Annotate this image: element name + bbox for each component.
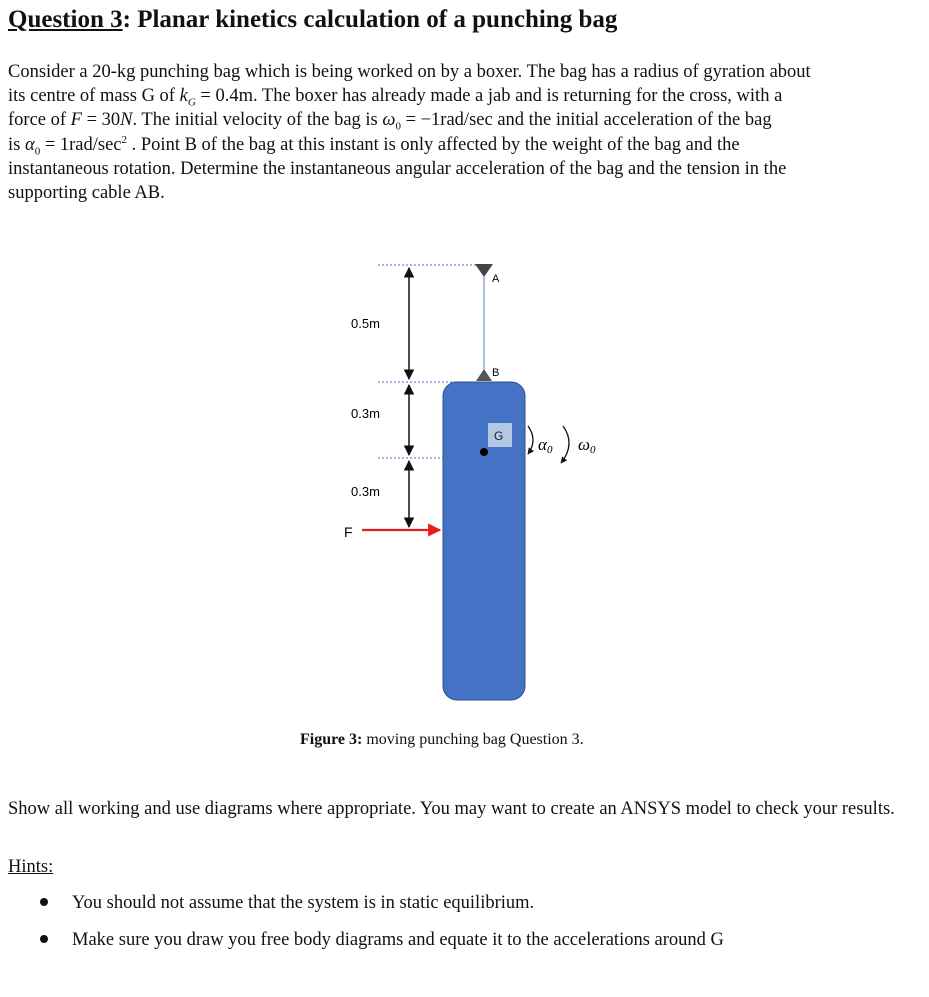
label-b: B bbox=[492, 367, 500, 379]
statement-text: = −1rad/sec and the initial acceleration of the bag bbox=[400, 110, 772, 131]
symbol-N: N bbox=[120, 110, 133, 131]
symbol-alpha-subscript: 0 bbox=[34, 145, 41, 158]
dim-label-mid: 0.3m bbox=[351, 406, 380, 421]
question-number: Question 3 bbox=[8, 6, 123, 33]
bullet-icon bbox=[40, 898, 48, 906]
dim-label-bottom: 0.3m bbox=[351, 484, 380, 499]
punching-bag bbox=[443, 382, 525, 700]
hint-item bbox=[40, 893, 534, 914]
symbol-omega-subscript: 0 bbox=[395, 121, 401, 134]
dim-label-top: 0.5m bbox=[351, 316, 380, 331]
alpha-arc-icon bbox=[528, 426, 533, 454]
alpha-symbol: α0 bbox=[538, 435, 553, 456]
pin-a-icon bbox=[475, 264, 493, 277]
label-g: G bbox=[494, 429, 504, 443]
hints-label: Hints: bbox=[8, 857, 54, 877]
caption-bold: Figure 3: bbox=[300, 731, 363, 748]
statement-text: its centre of mass G of bbox=[8, 86, 180, 107]
show-working-text: Show all working and use diagrams where appropriate. You may want to create an ANSYS model to check your results. bbox=[8, 799, 895, 819]
symbol-k: k bbox=[179, 86, 188, 107]
omega-arc-icon bbox=[561, 426, 569, 463]
omega-symbol: ω0 bbox=[578, 435, 596, 456]
hint-text: You should not assume that the system is in static equilibrium. bbox=[72, 893, 535, 913]
statement-text: . Point B of the bag at this instant is only affected by the weight of the bag and the bbox=[127, 134, 740, 155]
statement-text: . The initial velocity of the bag is bbox=[132, 110, 383, 131]
statement-line-1: Consider a 20-kg punching bag which is being worked on by a boxer. The bag has a radius of gyration about bbox=[8, 62, 811, 82]
label-f: F bbox=[344, 524, 353, 540]
caption-text: moving punching bag Question 3. bbox=[362, 731, 584, 748]
figure-caption bbox=[300, 731, 584, 749]
statement-text: = 1rad/sec bbox=[40, 134, 122, 155]
statement-text: is bbox=[8, 134, 25, 155]
symbol-alpha: α bbox=[24, 134, 35, 155]
hint-text: Make sure you draw you free body diagrams and equate it to the accelerations around G bbox=[72, 930, 724, 950]
symbol-k-subscript: G bbox=[187, 96, 196, 109]
label-a: A bbox=[492, 273, 500, 285]
statement-text: = 30 bbox=[81, 110, 121, 131]
statement-text: = 0.4m. The boxer has already made a jab and is returning for the cross, with a bbox=[195, 86, 783, 107]
statement-line-5: instantaneous rotation. Determine the instantaneous angular acceleration of the bag and the tension in the bbox=[8, 158, 787, 179]
bullet-icon bbox=[40, 935, 48, 943]
statement-line-6: supporting cable AB. bbox=[8, 183, 165, 204]
statement-text: force of bbox=[8, 110, 71, 131]
symbol-F: F bbox=[70, 110, 82, 131]
title-text: Planar kinetics calculation of a punching bag bbox=[130, 6, 618, 33]
superscript-2: 2 bbox=[121, 133, 128, 146]
center-of-mass-point bbox=[480, 448, 488, 456]
symbol-omega: ω bbox=[382, 110, 396, 131]
pin-b-icon bbox=[476, 369, 492, 381]
title-colon: : bbox=[122, 6, 131, 33]
hint-item bbox=[40, 930, 724, 951]
